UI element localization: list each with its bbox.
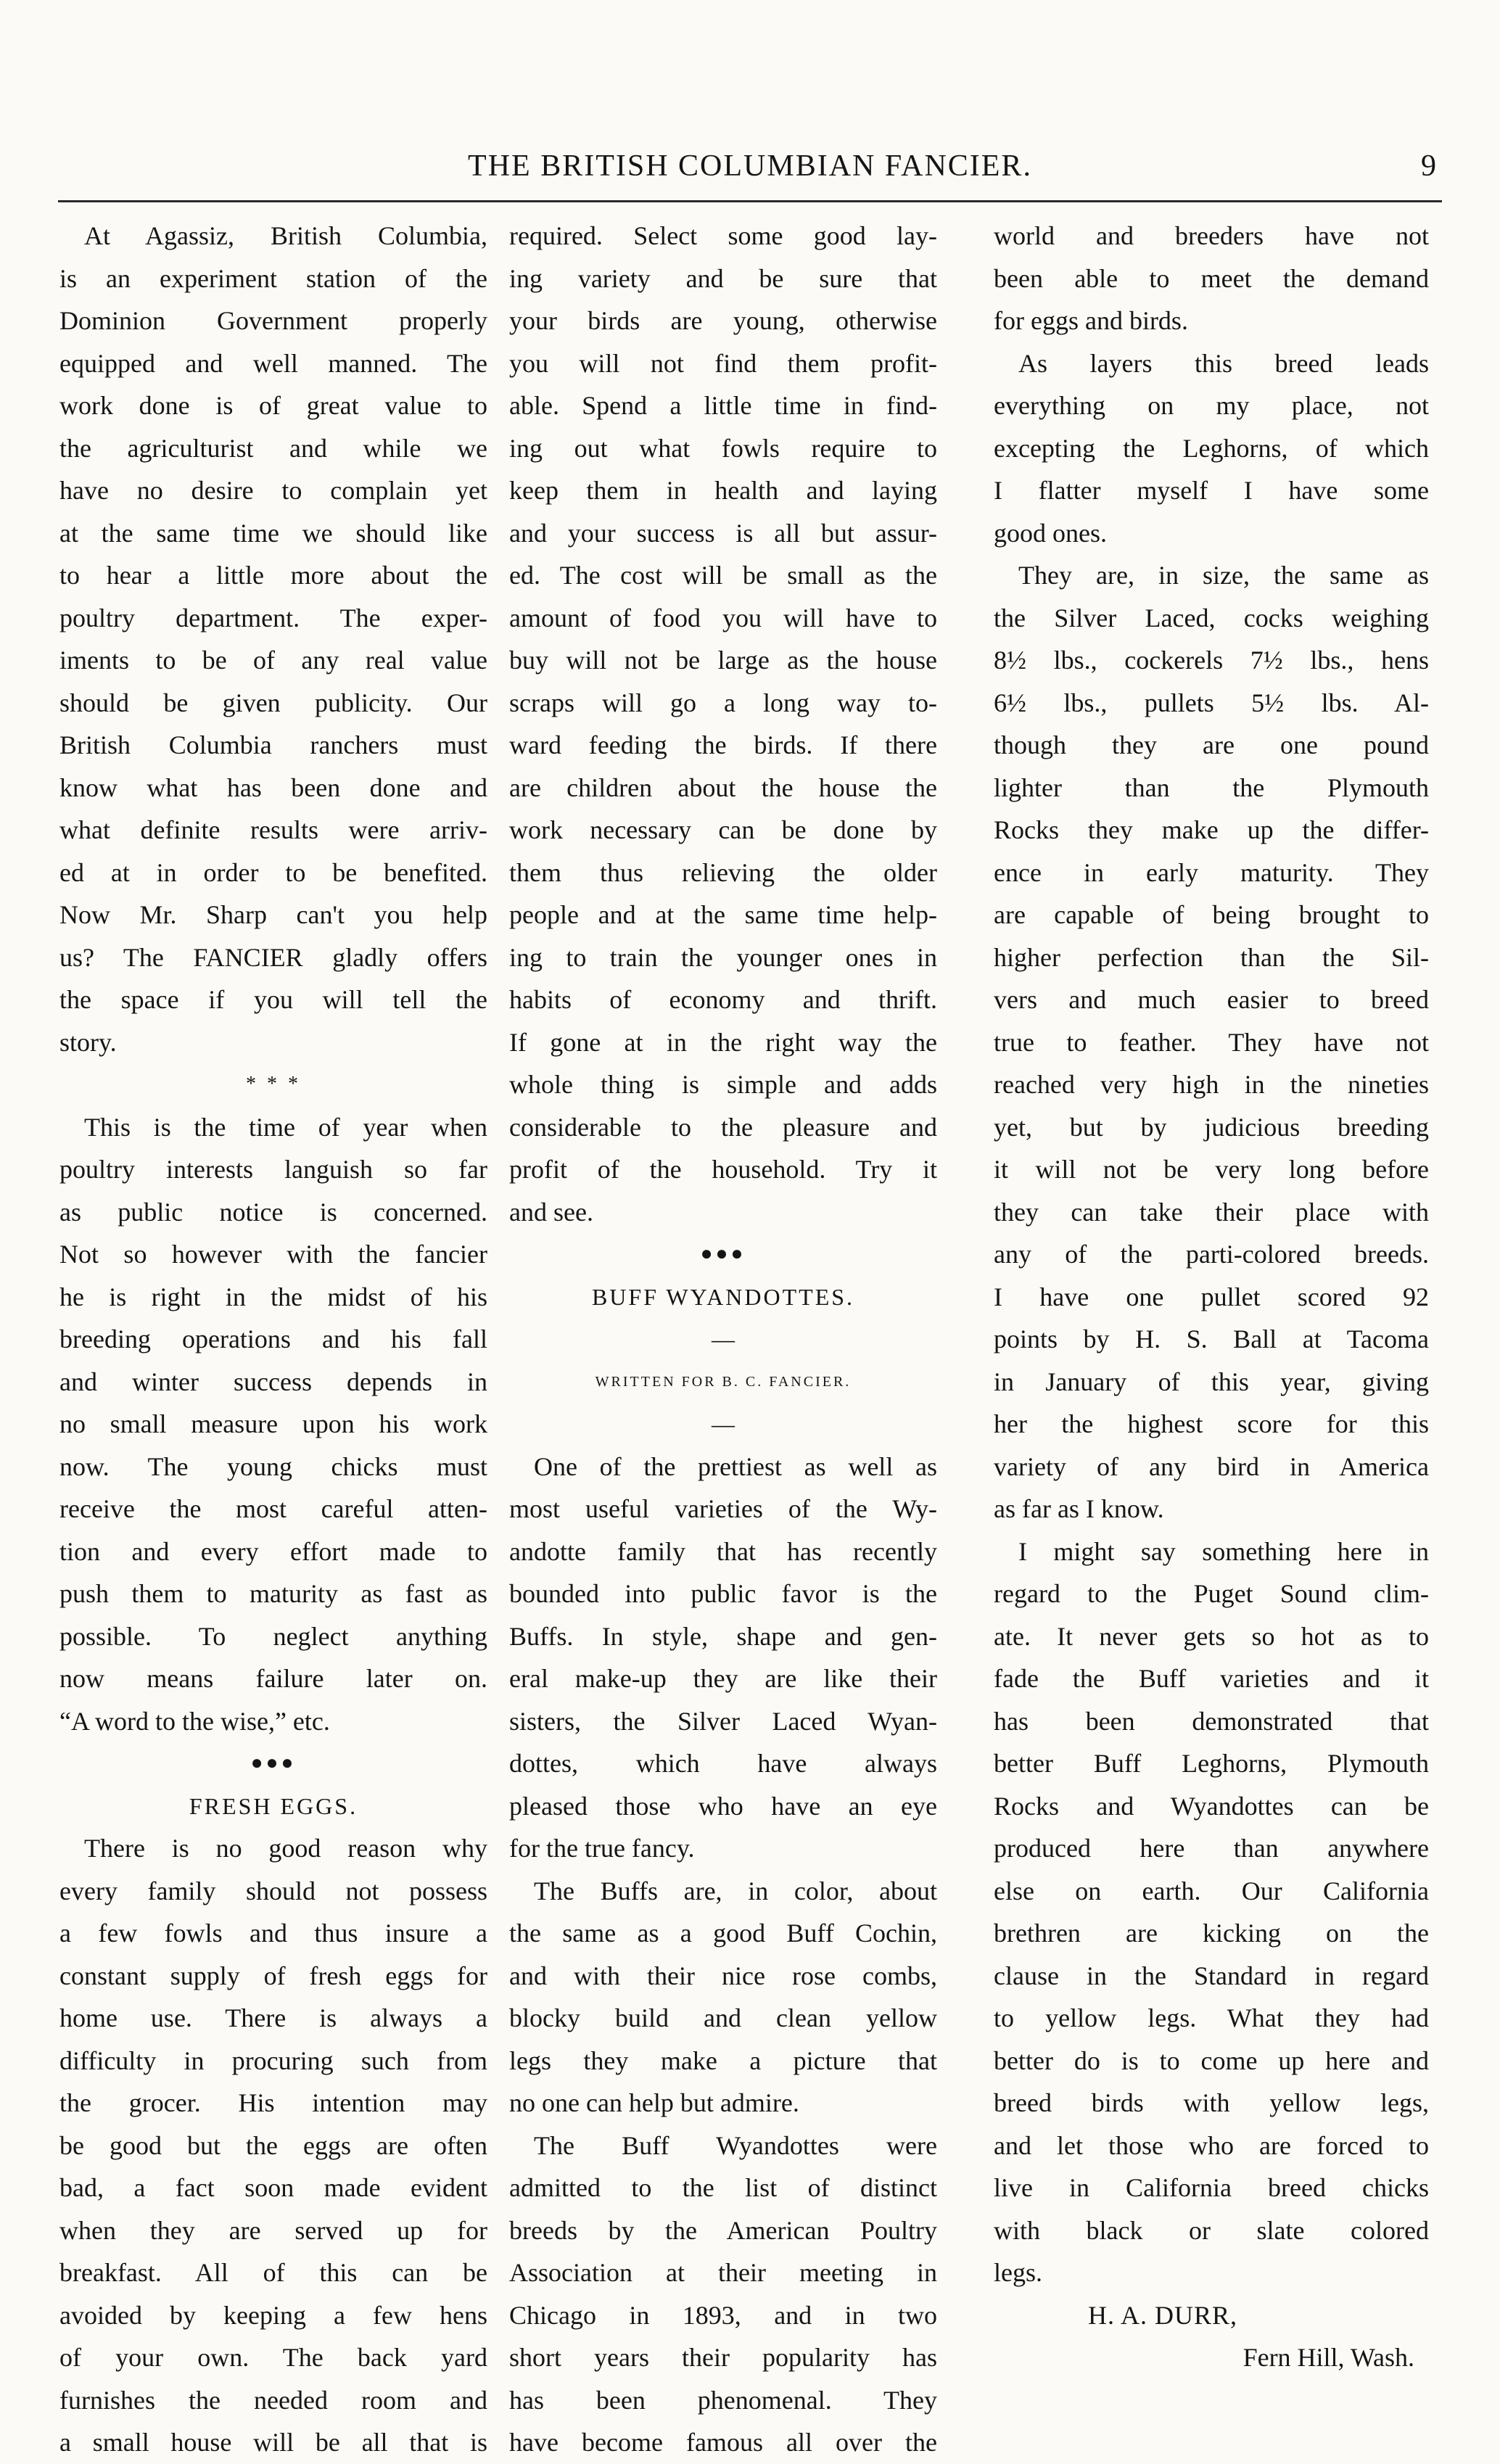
text-line: reached very high in the nineties xyxy=(994,1070,1429,1099)
text-line: difficulty in procuring such from xyxy=(59,2045,487,2075)
text-line: they can take their place with xyxy=(994,1197,1429,1227)
text-line: at the same time we should like xyxy=(59,518,487,548)
text-line: true to feather. They have not xyxy=(994,1027,1429,1057)
text-line: points by H. S. Ball at Tacoma xyxy=(994,1324,1429,1353)
text-line: the Silver Laced, cocks weighing xyxy=(994,603,1429,633)
text-line: If gone at in the right way the xyxy=(509,1027,937,1057)
section-ornament: * * * xyxy=(246,1073,301,1095)
text-line: the same as a good Buff Cochin, xyxy=(509,1919,937,1948)
text-line: in January of this year, giving xyxy=(994,1367,1429,1396)
text-line: us? The FANCIER gladly offers xyxy=(59,942,487,972)
text-line: better Buff Leghorns, Plymouth xyxy=(994,1749,1429,1778)
text-line: a small house will be all that is xyxy=(59,2428,487,2457)
text-line: They are, in size, the same as xyxy=(1018,561,1429,590)
text-line: and your success is all but assur- xyxy=(509,518,937,548)
text-line: has been phenomenal. They xyxy=(509,2385,937,2415)
text-line: buy will not be large as the house xyxy=(509,646,937,675)
section-heading: BUFF WYANDOTTES. xyxy=(591,1283,855,1310)
text-line: work necessary can be done by xyxy=(509,815,937,844)
text-line: your birds are young, otherwise xyxy=(509,306,937,335)
text-line: There is no good reason why xyxy=(84,1834,487,1863)
text-line: most useful varieties of the Wy- xyxy=(509,1494,937,1523)
text-line: breakfast. All of this can be xyxy=(59,2258,487,2287)
text-line: for eggs and birds. xyxy=(994,306,1188,335)
text-line: lighter than the Plymouth xyxy=(994,772,1429,802)
text-line: ence in early maturity. They xyxy=(994,857,1429,887)
text-line: live in California breed chicks xyxy=(994,2173,1429,2202)
paragraph xyxy=(994,554,1429,1530)
text-line: no small measure upon his work xyxy=(59,1409,487,1438)
text-line: iments to be of any real value xyxy=(59,646,487,675)
text-line: The Buffs are, in color, about xyxy=(534,1876,937,1905)
text-line: One of the prettiest as well as xyxy=(534,1451,937,1481)
text-line: furnishes the needed room and xyxy=(59,2385,487,2415)
separator-dash: — xyxy=(712,1411,735,1437)
text-line: everything on my place, not xyxy=(994,391,1429,420)
text-line: eral make-up they are like their xyxy=(509,1664,937,1693)
text-line: the space if you will tell the xyxy=(59,985,487,1014)
text-line: he is right in the midst of his xyxy=(59,1282,487,1311)
text-line: breeds by the American Poultry xyxy=(509,2215,937,2245)
text-line: This is the time of year when xyxy=(84,1112,487,1142)
text-line: keep them in health and laying xyxy=(509,476,937,505)
column-2 xyxy=(509,215,937,2464)
text-line: every family should not possess xyxy=(59,1876,487,1905)
text-line: her the highest score for this xyxy=(994,1409,1429,1438)
text-line: fade the Buff varieties and it xyxy=(994,1664,1429,1693)
text-line: whole thing is simple and adds xyxy=(509,1070,937,1099)
text-line: habits of economy and thrift. xyxy=(509,985,937,1014)
text-line: the grocer. His intention may xyxy=(59,2088,487,2117)
section-ornament: ●●● xyxy=(700,1243,746,1265)
text-line: breed birds with yellow legs, xyxy=(994,2088,1429,2117)
text-line: amount of food you will have to xyxy=(509,603,937,633)
text-line: bad, a fact soon made evident xyxy=(59,2173,487,2202)
page-header xyxy=(58,149,1442,192)
text-line: Chicago in 1893, and in two xyxy=(509,2300,937,2330)
text-line: clause in the Standard in regard xyxy=(994,1961,1429,1990)
text-line: legs they make a picture that xyxy=(509,2045,937,2075)
author-location: Fern Hill, Wash. xyxy=(1243,2343,1414,2372)
paragraph xyxy=(509,1446,937,1870)
text-line: though they are one pound xyxy=(994,730,1429,759)
section-heading: FRESH EGGS. xyxy=(189,1792,358,1819)
text-line: Association at their meeting in xyxy=(509,2258,937,2287)
paragraph xyxy=(509,215,937,1233)
text-line: is an experiment station of the xyxy=(59,263,487,293)
text-line: pleased those who have an eye xyxy=(509,1791,937,1821)
text-line: legs. xyxy=(994,2258,1042,2287)
text-line: with black or slate colored xyxy=(994,2215,1429,2245)
text-line: Buffs. In style, shape and gen- xyxy=(509,1621,937,1651)
text-line: have become famous all over the xyxy=(509,2428,937,2457)
text-line: sisters, the Silver Laced Wyan- xyxy=(509,1706,937,1736)
text-line: constant supply of fresh eggs for xyxy=(59,1961,487,1990)
text-line: a few fowls and thus insure a xyxy=(59,1919,487,1948)
text-line: tion and every effort made to xyxy=(59,1536,487,1566)
text-line: ing out what fowls require to xyxy=(509,433,937,463)
text-line: no one can help but admire. xyxy=(509,2088,799,2117)
article-byline: WRITTEN FOR B. C. FANCIER. xyxy=(595,1373,852,1390)
paragraph xyxy=(509,2125,937,2464)
text-line: know what has been done and xyxy=(59,772,487,802)
running-title: THE BRITISH COLUMBIAN FANCIER. xyxy=(468,149,1032,183)
text-line: poultry interests languish so far xyxy=(59,1155,487,1184)
text-line: are capable of being brought to xyxy=(994,900,1429,929)
text-line: Dominion Government properly xyxy=(59,306,487,335)
text-line: ed at in order to be benefited. xyxy=(59,857,487,887)
text-line: as far as I know. xyxy=(994,1494,1164,1523)
text-line: ward feeding the birds. If there xyxy=(509,730,937,759)
text-line: any of the parti-colored breeds. xyxy=(994,1240,1429,1269)
text-line: and see. xyxy=(509,1197,593,1227)
text-line: considerable to the pleasure and xyxy=(509,1112,937,1142)
text-line: The Buff Wyandottes were xyxy=(534,2130,937,2160)
text-line: should be given publicity. Our xyxy=(59,688,487,717)
page-number: 9 xyxy=(1421,149,1436,183)
text-line: good ones. xyxy=(994,518,1107,548)
text-line: blocky build and clean yellow xyxy=(509,2003,937,2032)
text-line: it will not be very long before xyxy=(994,1155,1429,1184)
text-line: I have one pullet scored 92 xyxy=(994,1282,1429,1311)
text-line: 8½ lbs., cockerels 7½ lbs., hens xyxy=(994,646,1429,675)
column-1 xyxy=(59,215,487,2464)
text-line: people and at the same time help- xyxy=(509,900,937,929)
text-line: avoided by keeping a few hens xyxy=(59,2300,487,2330)
text-line: higher perfection than the Sil- xyxy=(994,942,1429,972)
text-line: the agriculturist and while we xyxy=(59,433,487,463)
text-line: brethren are kicking on the xyxy=(994,1919,1429,1948)
text-line: are children about the house the xyxy=(509,772,937,802)
text-line: bounded into public favor is the xyxy=(509,1579,937,1608)
text-line: ing variety and be sure that xyxy=(509,263,937,293)
paragraph xyxy=(59,215,487,1063)
text-line: andotte family that has recently xyxy=(509,1536,937,1566)
text-line: At Agassiz, British Columbia, xyxy=(84,221,487,250)
text-line: when they are served up for xyxy=(59,2215,487,2245)
text-line: As layers this breed leads xyxy=(1018,348,1429,378)
text-line: short years their popularity has xyxy=(509,2343,937,2372)
paragraph xyxy=(509,1870,937,2125)
text-line: push them to maturity as fast as xyxy=(59,1579,487,1608)
text-line: and with their nice rose combs, xyxy=(509,1961,937,1990)
text-line: scraps will go a long way to- xyxy=(509,688,937,717)
text-line: yet, but by judicious breeding xyxy=(994,1112,1429,1142)
text-line: to yellow legs. What they had xyxy=(994,2003,1429,2032)
author-signature: H. A. DURR, xyxy=(1088,2300,1238,2330)
text-line: breeding operations and his fall xyxy=(59,1324,487,1353)
text-line: required. Select some good lay- xyxy=(509,221,937,250)
text-line: profit of the household. Try it xyxy=(509,1155,937,1184)
text-line: as public notice is concerned. xyxy=(59,1197,487,1227)
text-line: receive the most careful atten- xyxy=(59,1494,487,1523)
text-line: produced here than anywhere xyxy=(994,1834,1429,1863)
text-line: dottes, which have always xyxy=(509,1749,937,1778)
separator-dash: — xyxy=(712,1326,735,1352)
text-line: be good but the eggs are often xyxy=(59,2130,487,2160)
text-line: poultry department. The exper- xyxy=(59,603,487,633)
text-line: Now Mr. Sharp can't you help xyxy=(59,900,487,929)
column-3 xyxy=(994,215,1429,2379)
text-line: has been demonstrated that xyxy=(994,1706,1429,1736)
text-line: home use. There is always a xyxy=(59,2003,487,2032)
text-line: ate. It never gets so hot as to xyxy=(994,1621,1429,1651)
text-line: excepting the Leghorns, of which xyxy=(994,433,1429,463)
paragraph xyxy=(994,215,1429,342)
text-line: ed. The cost will be small as the xyxy=(509,561,937,590)
text-line: possible. To neglect anything xyxy=(59,1621,487,1651)
text-line: vers and much easier to breed xyxy=(994,985,1429,1014)
section-ornament: ●●● xyxy=(250,1752,297,1774)
text-line: admitted to the list of distinct xyxy=(509,2173,937,2202)
text-line: variety of any bird in America xyxy=(994,1451,1429,1481)
text-line: and winter success depends in xyxy=(59,1367,487,1396)
text-line: work done is of great value to xyxy=(59,391,487,420)
text-line: to hear a little more about the xyxy=(59,561,487,590)
paragraph xyxy=(994,1530,1429,2294)
paragraph xyxy=(994,342,1429,555)
text-line: have no desire to complain yet xyxy=(59,476,487,505)
text-line: “A word to the wise,” etc. xyxy=(59,1706,330,1736)
text-line: I flatter myself I have some xyxy=(994,476,1429,505)
text-line: and let those who are forced to xyxy=(994,2130,1429,2160)
text-line: I might say something here in xyxy=(1018,1536,1429,1566)
text-line: what definite results were arriv- xyxy=(59,815,487,844)
text-line: Not so however with the fancier xyxy=(59,1240,487,1269)
text-line: ing to train the younger ones in xyxy=(509,942,937,972)
paragraph xyxy=(59,1106,487,1743)
text-line: Rocks and Wyandottes can be xyxy=(994,1791,1429,1821)
text-line: Rocks they make up the differ- xyxy=(994,815,1429,844)
text-line: better do is to come up here and xyxy=(994,2045,1429,2075)
text-line: 6½ lbs., pullets 5½ lbs. Al- xyxy=(994,688,1429,717)
text-line: else on earth. Our California xyxy=(994,1876,1429,1905)
text-line: now means failure later on. xyxy=(59,1664,487,1693)
text-line: able. Spend a little time in find- xyxy=(509,391,937,420)
text-line: you will not find them profit- xyxy=(509,348,937,378)
text-line: equipped and well manned. The xyxy=(59,348,487,378)
text-line: regard to the Puget Sound clim- xyxy=(994,1579,1429,1608)
text-line: now. The young chicks must xyxy=(59,1451,487,1481)
text-line: story. xyxy=(59,1027,117,1057)
text-line: them thus relieving the older xyxy=(509,857,937,887)
paragraph xyxy=(59,1827,487,2464)
text-line: of your own. The back yard xyxy=(59,2343,487,2372)
header-rule xyxy=(58,200,1442,202)
text-line: British Columbia ranchers must xyxy=(59,730,487,759)
text-line: world and breeders have not xyxy=(994,221,1429,250)
text-line: for the true fancy. xyxy=(509,1834,695,1863)
text-line: been able to meet the demand xyxy=(994,263,1429,293)
